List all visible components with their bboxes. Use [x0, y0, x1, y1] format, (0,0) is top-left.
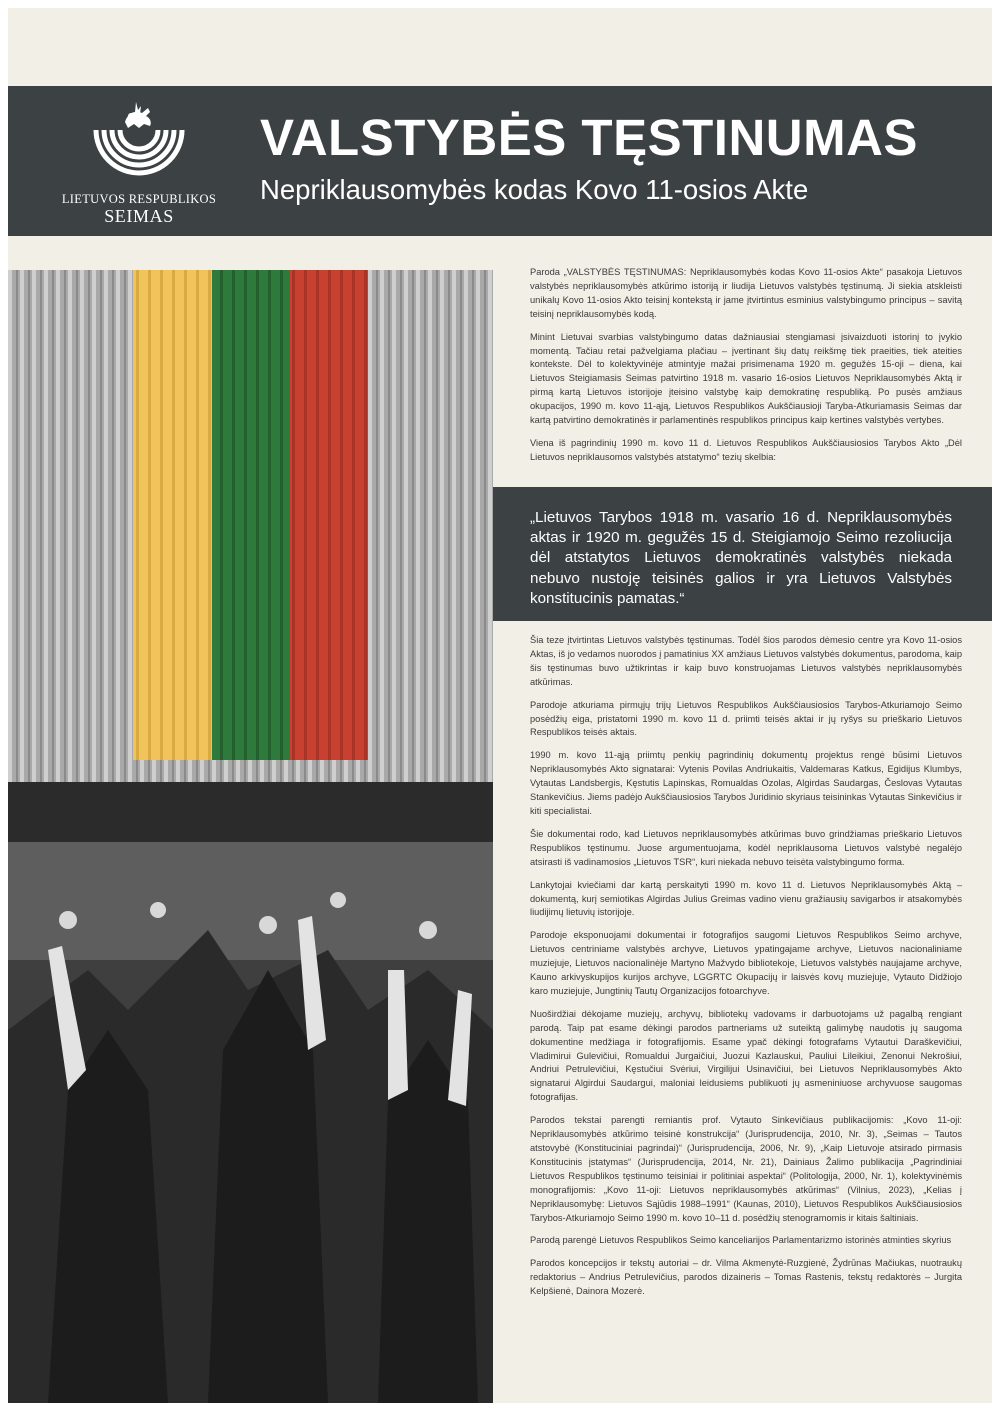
body-text-column: [530, 634, 962, 1308]
header-banner: [8, 86, 992, 236]
flag-stripe-red: [290, 270, 368, 760]
logo-text-seimas: SEIMAS: [104, 206, 174, 226]
intro-text-column: [530, 266, 962, 474]
intro-paragraph: Viena iš pagrindinių 1990 m. kovo 11 d. Lietuvos Respublikos Aukščiausiosios Tarybos Akto „Dėl Lietuvos nepriklausomos valstybės atstatymo“ tezių skelbia:: [530, 437, 962, 462]
poster-sheet: [8, 8, 992, 1403]
quote-block: [493, 487, 992, 621]
body-paragraph: 1990 m. kovo 11-ąją priimtų penkių pagrindinių dokumentų projektus rengė būsimi Lietuvos Nepriklausomybės Akto signatarai: Vytenis Povilas Andriukaitis, Valdemaras Katkus, Egidijus Klumbys, Vytautas Landsbergis, Kęstutis Lapinskas, Romualdas Ozolas, Algirdas Saudargas, Česlovas Vytautas Stankevičius. Jiems padėjo Aukščiausiosios Tarybos Juridinio skyriaus teisininkas Vytautas Sinkevičius ir kiti specialistai.: [530, 750, 962, 816]
seimas-logo: [54, 100, 224, 226]
intro-paragraph: Minint Lietuvai svarbias valstybingumo datas dažniausiai stengiamasi įsivaizduoti istorinį to įvykio momentą. Tačiau retai pažvelgiama plačiau – įvertinant šių datų reikšmę tiek praeities, tiek ateities kontekste. Dėl to kolektyvinėje atmintyje mažai prisimenama 1920 m. gegužės 15-oji – diena, kai Lietuvos Steigiamasis Seimas patvirtino 1918 m. vasario 16-osios Lietuvos Nepriklausomybės Aktą ir pirmą kartą Lietuvos istorijoje įteisino valstybę kaip demokratinę respubliką. Po pusės amžiaus okupacijos, 1990 m. kovo 11-ąją, Lietuvos Respublikos Aukščiausioji Taryba-Atkuriamasis Seimas dar kartą patvirtino demokratinės ir parlamentinės respublikos principus kaip kertines valstybės vertybes.: [530, 331, 962, 426]
body-paragraph: Šia teze įtvirtintas Lietuvos valstybės tęstinumas. Todėl šios parodos dėmesio centre yra Kovo 11-osios Aktas, iš jo vedamos nuorodos į pamatinius XX amžiaus Lietuvos valstybės dokumentus, parodoma, kaip šis tęstinumas buvo užtikrintas ir kaip buvo konstruojamas Lietuvos valstybės nepriklausomybės atkūrimas.: [530, 635, 963, 687]
body-paragraph: Nuoširdžiai dėkojame muziejų, archyvų, bibliotekų vadovams ir darbuotojams už pagalbą rengiant parodą. Taip pat esame dėkingi parodos partneriams už suteiktą galimybę naudotis jų saugoma dokumentine medžiaga ir fotografijomis. Esame ypač dėkingi fotografams Vytautui Daraškevičiui, Vladimirui Gulevičiui, Romualdui Jurgaičiui, Juozui Kazlauskui, Pauliui Lileikiui, Zenonui Nekrošiui, Andriui Petrulevičiui, Kęstučiui Svėriui, Virgilijui Usinavičiui, bei Lietuvos Nepriklausomybės Akto signatarui Algirdui Saudargui, maloniai leidusiems publikuoti jų asmeniniuose archyvuose saugomas fotografijas.: [530, 1008, 962, 1103]
page-title: VALSTYBĖS TĘSTINUMAS: [260, 109, 918, 166]
parliament-photo: [8, 270, 493, 1403]
flag-stripe-yellow: [133, 270, 212, 760]
body-paragraph: Parodoje eksponuojami dokumentai ir fotografijos saugomi Lietuvos Respublikos Seimo archyve, Lietuvos centriniame valstybės archyve, Lietuvos ypatingajame archyve, Lietuvos nacionaliniame muziejuje, Lietuvos nacionalinėje Martyno Mažvydo bibliotekoje, Lietuvos valstybės naujajame archyve, Kauno arkivyskupijos kurijos archyve, LGGRTC Okupacijų ir laisvės kovų muziejuje, Vytauto Didžiojo karo muziejuje, Jungtinių Tautų Organizacijos fotoarchyve.: [530, 930, 962, 996]
seimas-emblem-icon: [92, 100, 186, 190]
flag-stripe-green: [212, 270, 290, 760]
quote-text: „Lietuvos Tarybos 1918 m. vasario 16 d. Nepriklausomybės aktas ir 1920 m. gegužės 15 d. Steigiamojo Seimo rezoliucija dėl atstatytos Lietuvos demokratinės valstybės niekada nebuvo nustoję teisinės galios ir yra Lietuvos Valstybės konstitucinis pamatas.“: [530, 509, 952, 607]
body-paragraph: Lankytojai kviečiami dar kartą perskaityti 1990 m. kovo 11 d. Lietuvos Nepriklausomybės Aktą – dokumentą, kurį semiotikas Algirdas Julius Greimas vadino vienu gražiausių savigarbos ir atsakomybės liudijimų lietuvių istorijoje.: [530, 879, 962, 918]
body-paragraph: Parodą parengė Lietuvos Respublikos Seimo kanceliarijos Parlamentarizmo istorinės atminties skyrius: [530, 1235, 952, 1246]
body-paragraph: Parodos tekstai parengti remiantis prof. Vytauto Sinkevičiaus publikacijomis: „Kovo 11-oji: Nepriklausomybės atkūrimo teisinė konstrukcija“ (Jurisprudencija, 2010, Nr. 3), „Seimas – Tautos atstovybė (Konstituciniai pagrindai)“ (Jurisprudencija, 2006, Nr. 9), „Kaip Lietuvoje atsirado pirmasis Konstitucinis įstatymas“ (Jurisprudencija, 2014, Nr. 21), Dainiaus Žalimo publikacija „Pagrindiniai Lietuvos Respublikos tęstinumo teisiniai ir politiniai aspektai“ (Politologija, 2000, Nr. 1), kolektyvinėmis monografijomis: „Kovo 11-oji: Lietuvos nepriklausomybės atkūrimas“ (Vilnius, 2023), „Kelias į Nepriklausomybę: Lietuvos Sąjūdis 1988–1991“ (Kaunas, 2010), Lietuvos Respublikos Aukščiausiosios Tarybos-Atkuriamojo Seimo 1990 m. kovo 10–11 d. posėdžių stenogramomis ir kitais šaltiniais.: [530, 1115, 962, 1223]
body-paragraph: Parodos koncepcijos ir tekstų autoriai – dr. Vilma Akmenytė-Ruzgienė, Žydrūnas Mačiukas, nuotraukų redaktorius – Andrius Petrulevičius, parodos dizaineris – Tomas Rastenis, tekstų redaktorės – Jurgita Kelpšienė, Dainora Mozerė.: [530, 1258, 962, 1297]
intro-paragraph: Paroda „VALSTYBĖS TĘSTINUMAS: Nepriklausomybės kodas Kovo 11-osios Akte“ pasakoja Lietuvos valstybės nepriklausomybės atkūrimo istoriją ir liudija Lietuvos valstybės tęstinumą. Ji siekia atskleisti unikalų Kovo 11-osios Akto teisinį kontekstą ir jame įtvirtintus esminius valstybingumo principus – savitą teisinį nepriklausomybės kodą.: [530, 267, 962, 319]
logo-text-republic: LIETUVOS RESPUBLIKOS: [61, 192, 217, 206]
page-subtitle: Nepriklausomybės kodas Kovo 11-osios Akte: [260, 174, 809, 205]
body-paragraph: Parodoje atkuriama pirmųjų trijų Lietuvos Respublikos Aukščiausiosios Tarybos-Atkuriamojo Seimo posėdžių eiga, pristatomi 1990 m. kovo 11 d. priimti teisės aktai ir jų ryšys su prieškario Lietuvos Respublikos teisės aktais.: [530, 699, 962, 738]
body-paragraph: Šie dokumentai rodo, kad Lietuvos nepriklausomybės atkūrimas buvo grindžiamas prieškario Lietuvos Respublikos tęstinumu. Juose argumentuojama, kodėl nepriklausoma Lietuvos valstybė negalėjo atsirasti iš vadinamosios „Lietuvos TSR“, kuri niekada nebuvo teisėta valstybingumo forma.: [530, 828, 962, 867]
